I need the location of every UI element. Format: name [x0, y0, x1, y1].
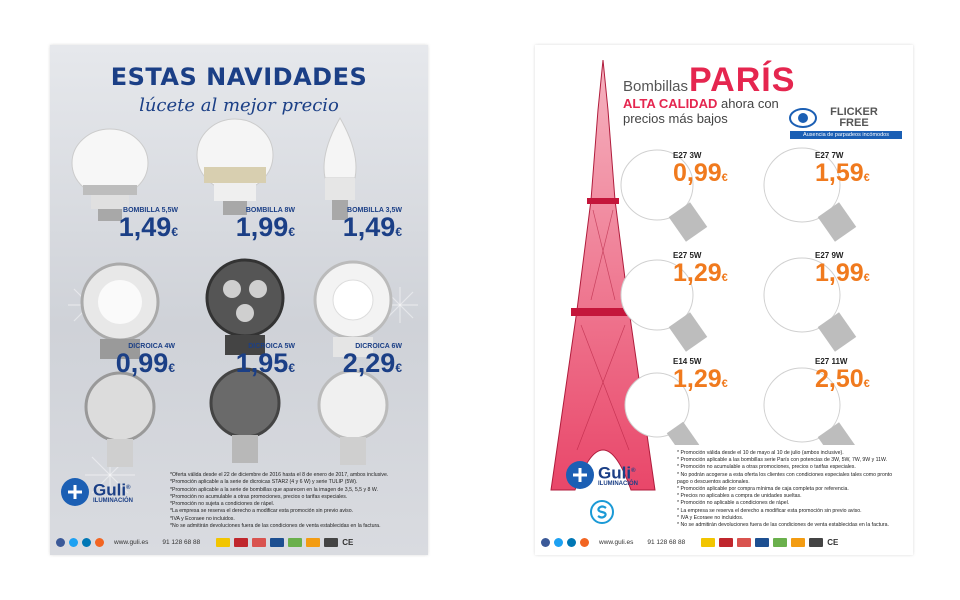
recycle-icon — [324, 538, 338, 547]
currency-symbol: € — [721, 172, 728, 184]
price-value: 1,29 — [673, 259, 722, 287]
price-value: 2,50 — [815, 365, 864, 393]
certification-logo — [306, 538, 320, 547]
certification-logo — [234, 538, 248, 547]
terms-line: *Promoción no sujeta a condiciones de rápel. — [170, 501, 275, 508]
price-value: 1,49 — [118, 212, 172, 242]
badge-caption: Ausencia de parpadeos incómodos — [790, 131, 902, 139]
terms-line: * Promoción no acumulable a otras promociones, precios o tarifas especiales. — [677, 464, 856, 471]
product-label: E27 5W — [673, 251, 702, 260]
terms-line: *La empresa se reserva el derecho a modificar esta promoción sin previo aviso. — [170, 508, 354, 515]
badge-line2: FREE — [839, 117, 869, 129]
price-tag — [320, 343, 402, 382]
product-label: E27 11W — [815, 357, 848, 366]
subtitle-text: ahora con — [717, 96, 779, 111]
certification-logo — [791, 538, 805, 547]
price-value: 1,59 — [815, 159, 864, 187]
badge-line1: FLICKER — [830, 106, 878, 118]
terms-line: pago o descuentos adicionales. — [677, 478, 750, 485]
guli-logo — [565, 460, 638, 490]
price-tag — [815, 357, 870, 397]
brand-tagline: ILUMINACIÓN — [598, 481, 638, 488]
certification-logo — [216, 538, 230, 547]
phone-number: 91 128 68 88 — [162, 538, 201, 546]
currency-symbol: € — [863, 172, 870, 184]
brand-name: Guli — [93, 480, 127, 500]
certification-logo — [719, 538, 733, 547]
flyer-subtitle — [623, 96, 779, 111]
currency-symbol: € — [863, 272, 870, 284]
s-brand-icon — [590, 500, 614, 524]
terms-conditions — [170, 472, 420, 530]
guli-logo-icon — [565, 460, 595, 490]
terms-line: * Promoción no aplicable a condiciones de rápel. — [677, 500, 790, 507]
ce-mark: CE — [342, 537, 354, 547]
price-tag — [673, 251, 728, 291]
brand-tagline: ILUMINACIÓN — [93, 498, 133, 505]
price-value: 1,29 — [673, 365, 722, 393]
product-label: BOMBILLA 8W — [245, 207, 295, 214]
terms-line: * No se admitirán devoluciones fuera de las condiciones de venta establecidas en la factura. — [677, 522, 889, 529]
product-label: DICROICA 5W — [248, 343, 295, 350]
flyer-title: PARÍS — [689, 61, 796, 99]
currency-symbol: € — [168, 361, 175, 375]
price-value: 1,99 — [235, 212, 289, 242]
terms-line: *Oferta válida desde el 22 de diciembre de 2016 hasta el 8 de enero de 2017, ambos inclusive. — [170, 472, 389, 478]
certification-logo — [755, 538, 769, 547]
currency-symbol: € — [288, 361, 295, 375]
facebook-icon[interactable] — [541, 538, 550, 547]
price-value: 1,95 — [235, 348, 289, 378]
terms-line: * Promoción válida desde el 10 de mayo al 10 de julio (ambos inclusive). — [677, 450, 844, 456]
footer — [541, 535, 907, 549]
terms-line: *IVA y Ecoraee no incluidos. — [170, 515, 235, 522]
currency-symbol: € — [863, 378, 870, 390]
eye-icon — [788, 107, 818, 129]
flyer-title: ESTAS NAVIDADES — [110, 63, 368, 91]
twitter-icon[interactable] — [554, 538, 563, 547]
product-label: BOMBILLA 5,5W — [123, 207, 178, 214]
price-tag — [85, 343, 175, 382]
product-label: E27 7W — [815, 151, 844, 160]
blog-icon[interactable] — [580, 538, 589, 547]
title-prefix: Bombillas — [623, 78, 689, 95]
currency-symbol: € — [395, 225, 402, 239]
certification-logo — [252, 538, 266, 547]
terms-conditions — [677, 450, 907, 529]
currency-symbol: € — [721, 378, 728, 390]
terms-line: *Promoción aplicable a la serie de dicroicas STAR2 (4 y 6 W) y serie TULIP (5W). — [170, 479, 358, 486]
price-tag — [673, 357, 728, 397]
website-link[interactable]: www.guli.es — [114, 538, 149, 546]
price-tag — [215, 207, 295, 246]
terms-line: * Precios no aplicables a compra de unidades sueltas. — [677, 493, 802, 500]
terms-line: *No se admitirán devoluciones fuera de las condiciones de venta establecidas en la factura. — [170, 523, 381, 530]
certification-logo — [701, 538, 715, 547]
certification-logo — [773, 538, 787, 547]
price-value: 0,99 — [673, 159, 722, 187]
subtitle-line: precios más bajos — [623, 111, 728, 126]
product-label: DICROICA 6W — [355, 343, 402, 350]
currency-symbol: € — [721, 272, 728, 284]
price-value: 2,29 — [342, 348, 396, 378]
linkedin-icon[interactable] — [567, 538, 576, 547]
certification-logo — [288, 538, 302, 547]
guli-logo-icon — [60, 477, 90, 507]
twitter-icon[interactable] — [69, 538, 78, 547]
certification-logo — [737, 538, 751, 547]
product-label: DICROICA 4W — [128, 343, 175, 350]
price-value: 0,99 — [115, 348, 169, 378]
product-label: E27 3W — [673, 151, 702, 160]
price-value: 1,49 — [342, 212, 396, 242]
price-tag — [210, 343, 295, 382]
highlight-text: ALTA CALIDAD — [623, 96, 718, 111]
currency-symbol: € — [171, 225, 178, 239]
terms-line: *Promoción no acumulable a otras promociones, precios o tarifas especiales. — [170, 493, 348, 500]
price-tag — [673, 151, 728, 191]
terms-line: * No podrán acogerse a esta oferta los clientes con condiciones especiales tales como pronto — [677, 471, 893, 478]
guli-logo — [60, 477, 133, 507]
recycle-icon — [809, 538, 823, 547]
christmas-flyer — [50, 45, 428, 555]
footer — [56, 535, 422, 549]
website-link[interactable]: www.guli.es — [599, 538, 634, 546]
terms-line: * IVA y Ecoraee no incluidos. — [677, 514, 744, 521]
product-label: E14 5W — [673, 357, 702, 366]
registered-mark: ® — [631, 467, 636, 474]
blog-icon[interactable] — [95, 538, 104, 547]
facebook-icon[interactable] — [56, 538, 65, 547]
price-tag — [98, 207, 178, 246]
linkedin-icon[interactable] — [82, 538, 91, 547]
terms-line: * Promoción aplicable por compra mínima de caja completa por referencia. — [677, 486, 849, 493]
terms-line: * La empresa se reserva el derecho a modificar esta promoción sin previo aviso. — [677, 507, 862, 514]
terms-line: * Promoción aplicable a las bombillas serie París con potencias de 3W, 5W, 7W, 9W y 11W. — [677, 457, 888, 464]
product-label: BOMBILLA 3,5W — [347, 207, 402, 214]
paris-flyer — [535, 45, 913, 555]
price-tag — [815, 251, 870, 291]
price-value: 1,99 — [815, 259, 864, 287]
price-tag — [320, 207, 402, 246]
currency-symbol: € — [288, 225, 295, 239]
ce-mark: CE — [827, 537, 839, 547]
flyer-subtitle: lúcete al mejor precio — [139, 95, 339, 116]
phone-number: 91 128 68 88 — [647, 538, 686, 546]
flicker-free-badge — [790, 107, 902, 139]
certification-logo — [270, 538, 284, 547]
brand-name: Guli — [598, 463, 632, 483]
currency-symbol: € — [395, 361, 402, 375]
price-tag — [815, 151, 870, 191]
registered-mark: ® — [126, 484, 131, 491]
terms-line: *Promoción aplicable a la serie de bombillas que aparecen en la imagen de 3,5, 5,5 y 8 W. — [170, 486, 378, 493]
product-label: E27 9W — [815, 251, 844, 260]
